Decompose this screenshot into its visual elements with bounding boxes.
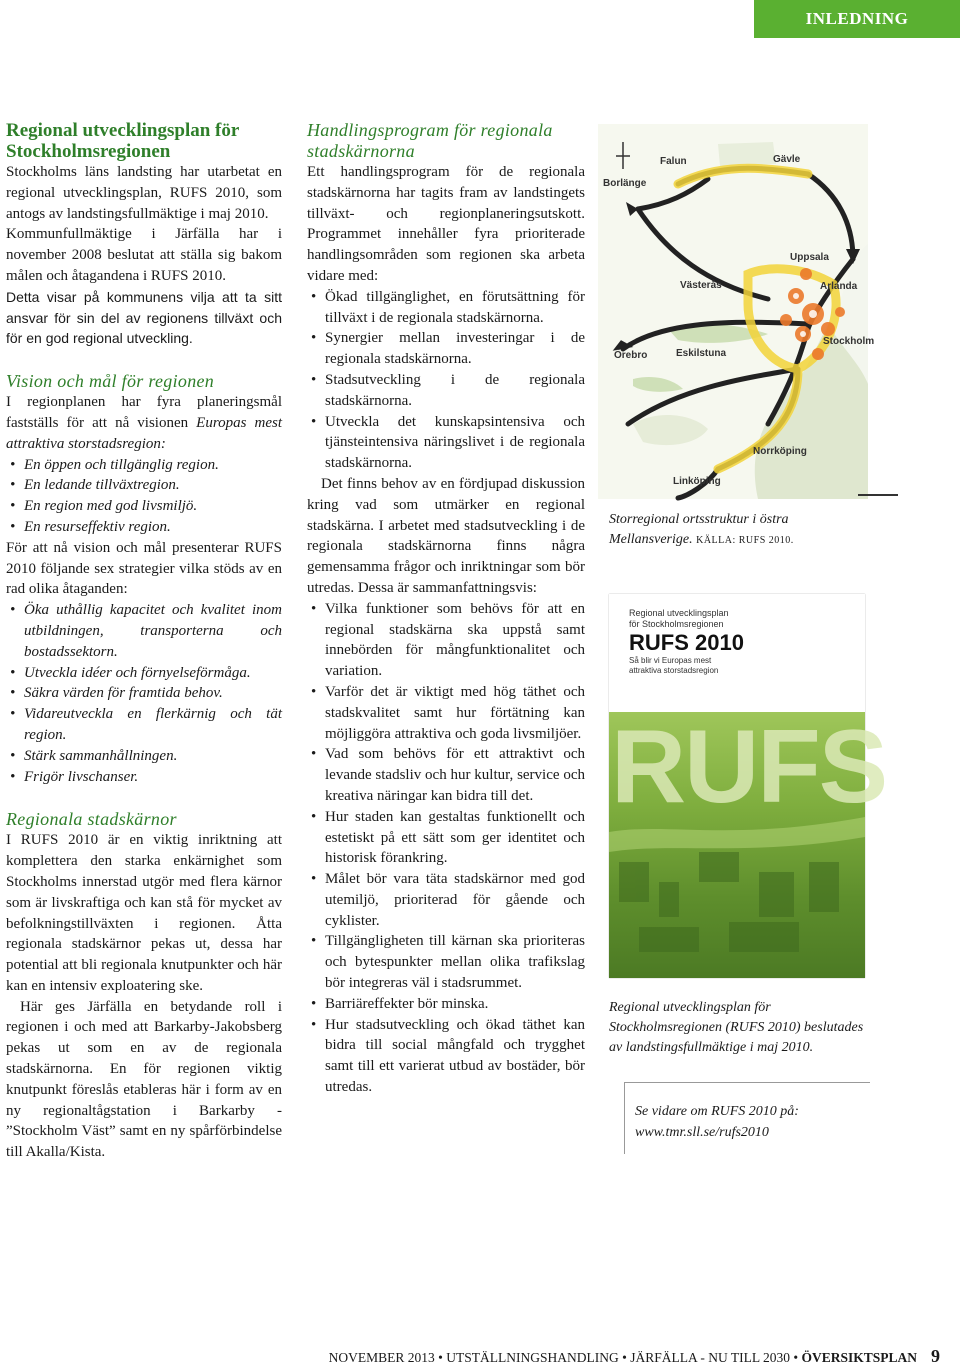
cover-caption: Regional utvecklingsplan för Stockholmsregionen (RUFS 2010) beslutades av landstingsfullmäktige i maj 2010.	[609, 1000, 864, 1055]
cover-big-title: RUFS	[611, 709, 887, 825]
map-label: Borlänge	[603, 178, 647, 189]
heading-regional-plan: Regional utvecklingsplan för Stockholmsregionen	[6, 120, 239, 162]
map-source: KÄLLA: RUFS 2010.	[696, 535, 794, 546]
map-label: Linköping	[673, 476, 721, 487]
left-column	[6, 120, 282, 1163]
list-item: • Varför det är viktigt med hög täthet och stadskvalitet samt hur förtätning kan möjliggöra attraktiva och goda livsmiljöer.	[307, 682, 585, 744]
cover-line1: Regional utvecklingsplan	[629, 608, 729, 618]
link-box	[624, 1082, 870, 1154]
regional-map	[598, 124, 875, 499]
list-item: • Synergier mellan investeringar i de regionala stadskärnorna.	[307, 328, 585, 370]
questions-list	[307, 599, 585, 1098]
list-item: • Stärk sammanhållningen.	[6, 746, 282, 767]
list-item: • En resurseffektiv region.	[6, 517, 282, 538]
cover-line2: för Stockholmsregionen	[629, 619, 724, 629]
list-item: • Frigör livschanser.	[6, 767, 282, 788]
footer: NOVEMBER 2013 • UTSTÄLLNINGSHANDLING • JÄRFÄLLA - NU TILL 2030 • ÖVERSIKTSPLAN 9	[328, 1346, 940, 1366]
list-item: • En region med god livsmiljö.	[6, 496, 282, 517]
list-item: • En ledande tillväxtregion.	[6, 475, 282, 496]
paragraph: I regionplanen har fyra planeringsmål fastställs för att nå visionen Europas mest attraktiva storstadsregion:	[6, 394, 282, 452]
paragraph: Detta visar på kommunens vilja att ta sitt ansvar för sin del av regionens tillväxt och för en god regional utveckling.	[6, 288, 282, 347]
map-label: Norrköping	[753, 446, 807, 457]
paragraph: Här ges Järfälla en betydande roll i regionen i och med att Barkarby-Jakobsberg pekas ut som en av de regionala stadskärnorna. En för regionen viktig knutpunkt föreslås etableras här i form av en ny regionaltågstation i Barkarby - ”Stockholm Väst” samt en ny spårförbindelse till Akalla/Kista.	[6, 998, 282, 1161]
map-graphic	[598, 124, 875, 499]
list-item: • Vidareutveckla en flerkärnig och tät region.	[6, 704, 282, 746]
map-label: Uppsala	[790, 252, 829, 263]
middle-column	[307, 120, 585, 1098]
goals-list	[6, 455, 282, 538]
paragraph: I RUFS 2010 är en viktig inriktning att komplettera den starka enkärnighet som Stockholms innerstad utgör med flera kärnor som är livskraftiga och kan stå för mycket av befolkningstillväxten i regionen. Åtta regionala stadskärnor pekas ut, dessa har potential att bli regionala knutpunkter och här kan en intensiv exploatering ske.	[6, 832, 282, 994]
cover-sub2: attraktiva storstadsregion	[629, 666, 719, 675]
list-item: • Hur staden kan gestaltas funktionellt och estetiskt på ett sätt som ger identitet och historisk förankring.	[307, 807, 585, 869]
map-label: Örebro	[614, 350, 648, 361]
paragraph: Kommunfullmäktige i Järfälla har i november 2008 beslutat att ställa sig bakom målen och åtagandena i RUFS 2010.	[6, 226, 282, 284]
rufs-cover-image	[609, 594, 887, 978]
heading-vision: Vision och mål för regionen	[6, 371, 215, 392]
paragraph: Ett handlingsprogram för de regionala stadskärnorna har tagits fram av landstingets tillväxt- och regionplaneringsutskott. Programmet innehåller fyra prioriterade handlingsområden som regionen ska arbeta vidare med:	[307, 164, 585, 284]
map-label: Eskilstuna	[676, 348, 727, 359]
heading-handlingsprogram: Handlingsprogram för regionala stadskärnorna	[307, 120, 553, 161]
list-item: • Tillgängligheten till kärnan ska prioriteras och bytespunkter mellan olika trafikslag bör integreras väl i stadsrummet.	[307, 931, 585, 993]
list-item: • Ökad tillgänglighet, en förutsättning för tillväxt i de regionala stadskärnorna.	[307, 287, 585, 329]
list-item: • En öppen och tillgänglig region.	[6, 455, 282, 476]
link-text: Se vidare om RUFS 2010 på:	[635, 1104, 799, 1119]
list-item: • Hur stadsutveckling och ökad täthet kan bidra till social mångfald och trygghet samt till ett varierat utbud av bostäder, bör utredas.	[307, 1015, 585, 1098]
map-label: Stockholm	[823, 336, 875, 347]
map-label: Gävle	[773, 154, 801, 165]
paragraph: För att nå vision och mål presenterar RUFS 2010 följande sex strategier vilka stöds av en rad olika åtaganden:	[6, 539, 282, 598]
heading-stadskarnor: Regionala stadskärnor	[6, 809, 177, 830]
paragraph: Stockholms läns landsting har utarbetat en regional utvecklingsplan, RUFS 2010, som antogs av landstingsfullmäktige i maj 2010.	[6, 164, 282, 222]
areas-list	[307, 287, 585, 474]
map-label: Västerås	[680, 280, 722, 291]
list-item: • Utveckla det kunskapsintensiva och tjänsteintensiva näringslivet i de regionala stadskärnorna.	[307, 412, 585, 474]
page-number: 9	[931, 1346, 940, 1366]
map-label: Arlanda	[820, 281, 858, 292]
strategies-list	[6, 600, 282, 787]
list-item: • Vad som behövs för ett attraktivt och levande stadsliv och hur kultur, service och kreativa näringar kan bidra till det.	[307, 744, 585, 806]
list-item: • Säkra värden för framtida behov.	[6, 683, 282, 704]
map-caption: Storregional ortsstruktur i östra Mellansverige. KÄLLA: RUFS 2010.	[609, 512, 794, 547]
list-item: • Utveckla idéer och förnyelseförmåga.	[6, 663, 282, 684]
list-item: • Stadsutveckling i de regionala stadskärnorna.	[307, 370, 585, 412]
list-item: • Vilka funktioner som behövs för att en regional stadskärna ska uppstå samt innebörden för mångfunktionalitet och variation.	[307, 599, 585, 682]
cover-sub1: Så blir vi Europas mest	[629, 656, 712, 665]
section-tab: INLEDNING	[754, 0, 960, 38]
list-item: • Öka uthållig kapacitet och kvalitet inom utbildningen, transporterna och bostadssektorn.	[6, 600, 282, 662]
cover-title: RUFS 2010	[629, 630, 744, 655]
map-label: Falun	[660, 156, 687, 167]
list-item: • Barriäreffekter bör minska.	[307, 994, 585, 1015]
link-url[interactable]: www.tmr.sll.se/rufs2010	[635, 1125, 769, 1140]
list-item: • Målet bör vara täta stadskärnor med god utemiljö, prioriterad för gående och cyklister.	[307, 869, 585, 931]
paragraph: Det finns behov av en fördjupad diskussion kring vad som utmärker en regional stadskärna. I arbetet med stadsutveckling i de regionala stadskärnorna finns några gemensamma frågor och inriktningar som bör utredas. Dessa är sammanfattningsvis:	[307, 475, 585, 596]
